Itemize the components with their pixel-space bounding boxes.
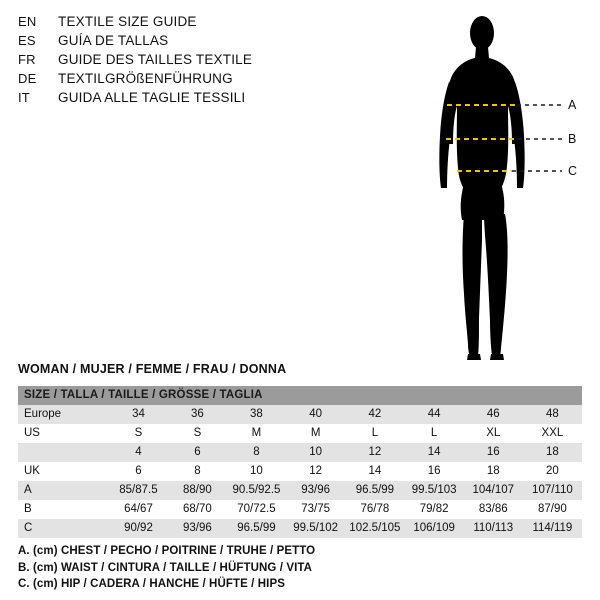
table-cell: 102.5/105 [345,519,404,538]
language-row [18,14,398,33]
table-cell: 107/110 [523,481,582,500]
table-cell: 38 [227,405,286,424]
table-cell: 12 [286,462,345,481]
table-cell: 87/90 [523,500,582,519]
table-cell: 68/70 [168,500,227,519]
table-cell: 104/107 [464,481,523,500]
table-cell: 48 [523,405,582,424]
table-cell: M [286,424,345,443]
table-cell: 44 [405,405,464,424]
table-row [18,519,582,538]
table-header-label: SIZE / TALLA / TAILLE / GRÖSSE / TAGLIA [18,386,582,405]
table-cell: 6 [109,462,168,481]
table-cell: 12 [345,443,404,462]
table-row [18,424,582,443]
row-label [18,443,109,462]
table-cell: 46 [464,405,523,424]
table-cell: 40 [286,405,345,424]
table-cell: 64/67 [109,500,168,519]
language-title: GUIDE DES TAILLES TEXTILE [58,52,253,67]
table-cell: 99.5/103 [405,481,464,500]
language-row [18,52,398,71]
table-cell: 73/75 [286,500,345,519]
row-label: US [18,424,109,443]
table-cell: 88/90 [168,481,227,500]
language-list [18,14,398,109]
table-cell: 8 [227,443,286,462]
section-title-woman: WOMAN / MUJER / FEMME / FRAU / DONNA [18,362,287,376]
language-code: ES [18,33,36,48]
table-cell: 110/113 [464,519,523,538]
figure-area [420,8,590,368]
language-row [18,33,398,52]
table-cell: 20 [523,462,582,481]
row-label: B [18,500,109,519]
footnote-hip: C. (cm) HIP / CADERA / HANCHE / HÜFTE / HIPS [18,578,286,590]
table-cell: 16 [464,443,523,462]
row-label: UK [18,462,109,481]
table-cell: 16 [405,462,464,481]
table-cell: XXL [523,424,582,443]
table-cell: 34 [109,405,168,424]
row-label: C [18,519,109,538]
table-cell: 8 [168,462,227,481]
table-cell: L [405,424,464,443]
table-row [18,405,582,424]
table-cell: 114/119 [523,519,582,538]
table-cell: 36 [168,405,227,424]
table-cell: 93/96 [168,519,227,538]
table-cell: XL [464,424,523,443]
language-code: FR [18,52,36,67]
language-code: EN [18,14,37,29]
table-cell: 106/109 [405,519,464,538]
table-cell: S [168,424,227,443]
table-cell: 14 [405,443,464,462]
language-code: IT [18,90,30,105]
table-cell: 96.5/99 [345,481,404,500]
footnote-waist: B. (cm) WAIST / CINTURA / TAILLE / HÜFTUNG / VITA [18,561,313,574]
table-row [18,443,582,462]
table-cell: 6 [168,443,227,462]
table-cell: 76/78 [345,500,404,519]
table-cell: 90.5/92.5 [227,481,286,500]
table-cell: 18 [464,462,523,481]
table-cell: 79/82 [405,500,464,519]
row-label: Europe [18,405,109,424]
table-cell: 10 [286,443,345,462]
language-code: DE [18,71,37,86]
table-cell: 18 [523,443,582,462]
woman-silhouette-icon [420,8,590,368]
table-cell: 96.5/99 [227,519,286,538]
measure-label-b: B [568,132,577,146]
language-title: GUÍA DE TALLAS [58,33,169,48]
footnote-list [18,543,578,593]
measure-label-a: A [568,98,577,112]
table-cell: 90/92 [109,519,168,538]
table-cell: S [109,424,168,443]
language-row [18,71,398,90]
table-row [18,481,582,500]
table-cell: 10 [227,462,286,481]
table-cell: 83/86 [464,500,523,519]
table-row [18,462,582,481]
size-table [18,386,582,538]
table-cell: 14 [345,462,404,481]
measure-label-c: C [568,164,578,178]
table-cell: L [345,424,404,443]
table-cell: 4 [109,443,168,462]
table-cell: 70/72.5 [227,500,286,519]
table-cell: M [227,424,286,443]
table-row [18,500,582,519]
table-header-row [18,386,582,405]
language-row [18,90,398,109]
table-cell: 85/87.5 [109,481,168,500]
language-title: TEXTILGRÖßENFÜHRUNG [58,71,233,86]
language-title: TEXTILE SIZE GUIDE [58,14,197,29]
table-cell: 93/96 [286,481,345,500]
footnote-chest: A. (cm) CHEST / PECHO / POITRINE / TRUHE / PETTO [18,545,316,557]
language-title: GUIDA ALLE TAGLIE TESSILI [58,90,246,105]
table-cell: 42 [345,405,404,424]
table-cell: 99.5/102 [286,519,345,538]
row-label: A [18,481,109,500]
